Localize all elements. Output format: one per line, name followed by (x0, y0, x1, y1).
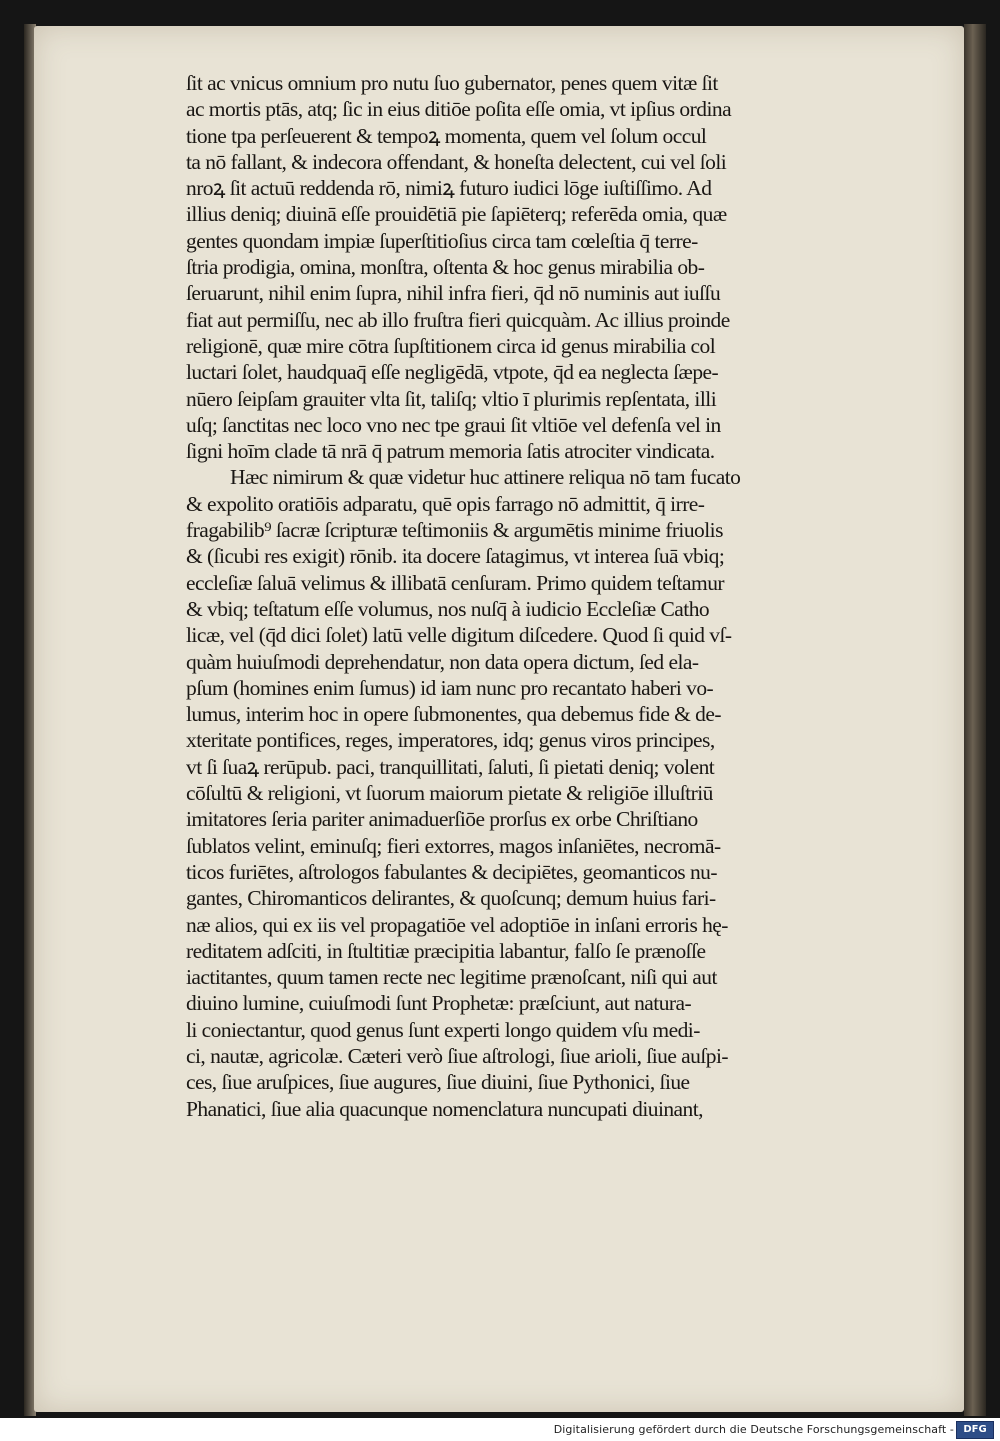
text-line: nūero ſeipſam grauiter vlta ſit, taliſq; vltio ī plurimis repſentata, illi (186, 386, 717, 411)
page-text-block (186, 70, 908, 1122)
text-line: tione tpa perſeuerent & tempoꝝ momenta, quem vel ſolum occul (186, 123, 707, 148)
text-line: Hæc nimirum & quæ videtur huc attinere reliqua nō tam fucato (230, 465, 741, 490)
text-line: xteritate pontifices, reges, imperatores, idq; genus viros principes, (186, 728, 715, 753)
text-line: ces, ſiue aruſpices, ſiue augures, ſiue diuini, ſiue Pythonici, ſiue (186, 1070, 690, 1095)
text-line: ticos furiētes, aſtrologos fabulantes & decipiētes, geomanticos nu- (186, 859, 717, 884)
text-line: religionē, quæ mire cōtra ſupſtitionem circa id genus mirabilia col (186, 333, 716, 358)
text-line: iactitantes, quum tamen recte nec legitime prænoſcant, niſi qui aut (186, 965, 717, 990)
dfg-logo: DFG (956, 1421, 994, 1439)
text-line: ſublatos velint, eminuſq; fieri extorres, magos inſaniētes, necromā- (186, 833, 721, 858)
text-line: & (ſicubi res exigit) rōnib. ita docere ſatagimus, vt interea ſuā vbiq; (186, 544, 725, 569)
text-line: luctari ſolet, haudquaq̄ eſſe negligēdā, vtpote, q̄d ea neglecta ſæpe- (186, 360, 719, 385)
text-line: eccleſiæ ſaluā velimus & illibatā cenſuram. Primo quidem teſtamur (186, 570, 725, 595)
text-line: nroꝝ ſit actuū reddenda rō, nimiꝝ futuro iudici lōge iuſtiſſimo. Ad (186, 176, 712, 201)
text-line: ſeruarunt, nihil enim ſupra, nihil infra fieri, q̄d nō numinis aut iuſſu (186, 281, 721, 306)
text-line: vt ſi ſuaꝝ rerūpub. paci, tranquillitati, ſaluti, ſi pietati deniq; volent (186, 754, 715, 779)
text-line: reditatem adſciti, in ſtultitiæ præcipitia labantur, falſo ſe prænoſſe (186, 938, 706, 963)
text-line: næ alios, qui ex iis vel propagatiōe vel adoptiōe in inſani erroris hę- (186, 912, 728, 937)
text-line: pſum (homines enim ſumus) id iam nunc pro recantato haberi vo- (186, 675, 714, 700)
text-line: ſigni hoīm clade tā nrā q̄ patrum memoria ſatis atrociter vindicata. (186, 439, 715, 464)
text-line: gantes, Chiromanticos delirantes, & quoſcunq; demum huius fari- (186, 886, 716, 911)
text-line: quàm huiuſmodi deprehendatur, non data opera dictum, ſed ela- (186, 649, 699, 674)
page-edge-right (964, 24, 986, 1416)
text-line: imitatores ſeria pariter animaduerſiōe prorſus ex orbe Chriſtiano (186, 807, 698, 832)
text-line: uſq; ſanctitas nec loco vno nec tpe graui ſit vltiōe vel defenſa vel in (186, 412, 721, 437)
text-line: licæ, vel (q̄d dici ſolet) latū velle digitum diſcedere. Quod ſi quid vſ- (186, 623, 732, 648)
digitization-credit: Digitalisierung gefördert durch die Deutsche Forschungsgemeinschaft - (553, 1423, 954, 1436)
text-line: & expolito oratiōis adparatu, quē opis farrago nō admittit, q̄ irre- (186, 491, 705, 516)
text-line: ſit ac vnicus omnium pro nutu ſuo gubernator, penes quem vitæ ſit (186, 71, 718, 95)
text-line: gentes quondam impiæ ſuperſtitioſius circa tam cœleſtia q̄ terre- (186, 228, 698, 253)
text-line: li coniectantur, quod genus ſunt experti longo quidem vſu medi- (186, 1017, 700, 1042)
text-line: ci, nautæ, agricolæ. Cæteri verò ſiue aſtrologi, ſiue arioli, ſiue auſpi- (186, 1043, 728, 1068)
text-line: ac mortis ptās, atq; ſic in eius ditiōe poſita eſſe omia, vt ipſius ordina (186, 97, 732, 122)
text-line: fragabilib⁹ ſacræ ſcripturæ teſtimoniis & argumētis minime friuolis (186, 518, 723, 543)
text-line: ta nō fallant, & indecora offendant, & honeſta delectent, cui vel ſoli (186, 149, 727, 174)
text-line: & vbiq; teſtatum eſſe volumus, nos nuſq̄ à iudicio Eccleſiæ Catho (186, 596, 710, 621)
text-line: fiat aut permiſſu, nec ab illo fruſtra fieri quicquàm. Ac illius proinde (186, 307, 730, 332)
text-line: lumus, interim hoc in opere ſubmonentes, qua debemus fide & de- (186, 702, 721, 727)
text-line: diuino lumine, cuiuſmodi ſunt Prophetæ: præſciunt, aut natura- (186, 991, 692, 1016)
text-line: Phanatici, ſiue alia quacunque nomenclatura nuncupati diuinant, (186, 1096, 704, 1121)
text-line: cōſultū & religioni, vt ſuorum maiorum pietate & religiōe illuſtriū (186, 781, 713, 806)
text-line: illius deniq; diuinā eſſe prouidētiā pie ſapiēterq; referēda omia, quæ (186, 202, 727, 227)
text-line: ſtria prodigia, omina, monſtra, oſtenta & hoc genus mirabilia ob- (186, 255, 705, 280)
